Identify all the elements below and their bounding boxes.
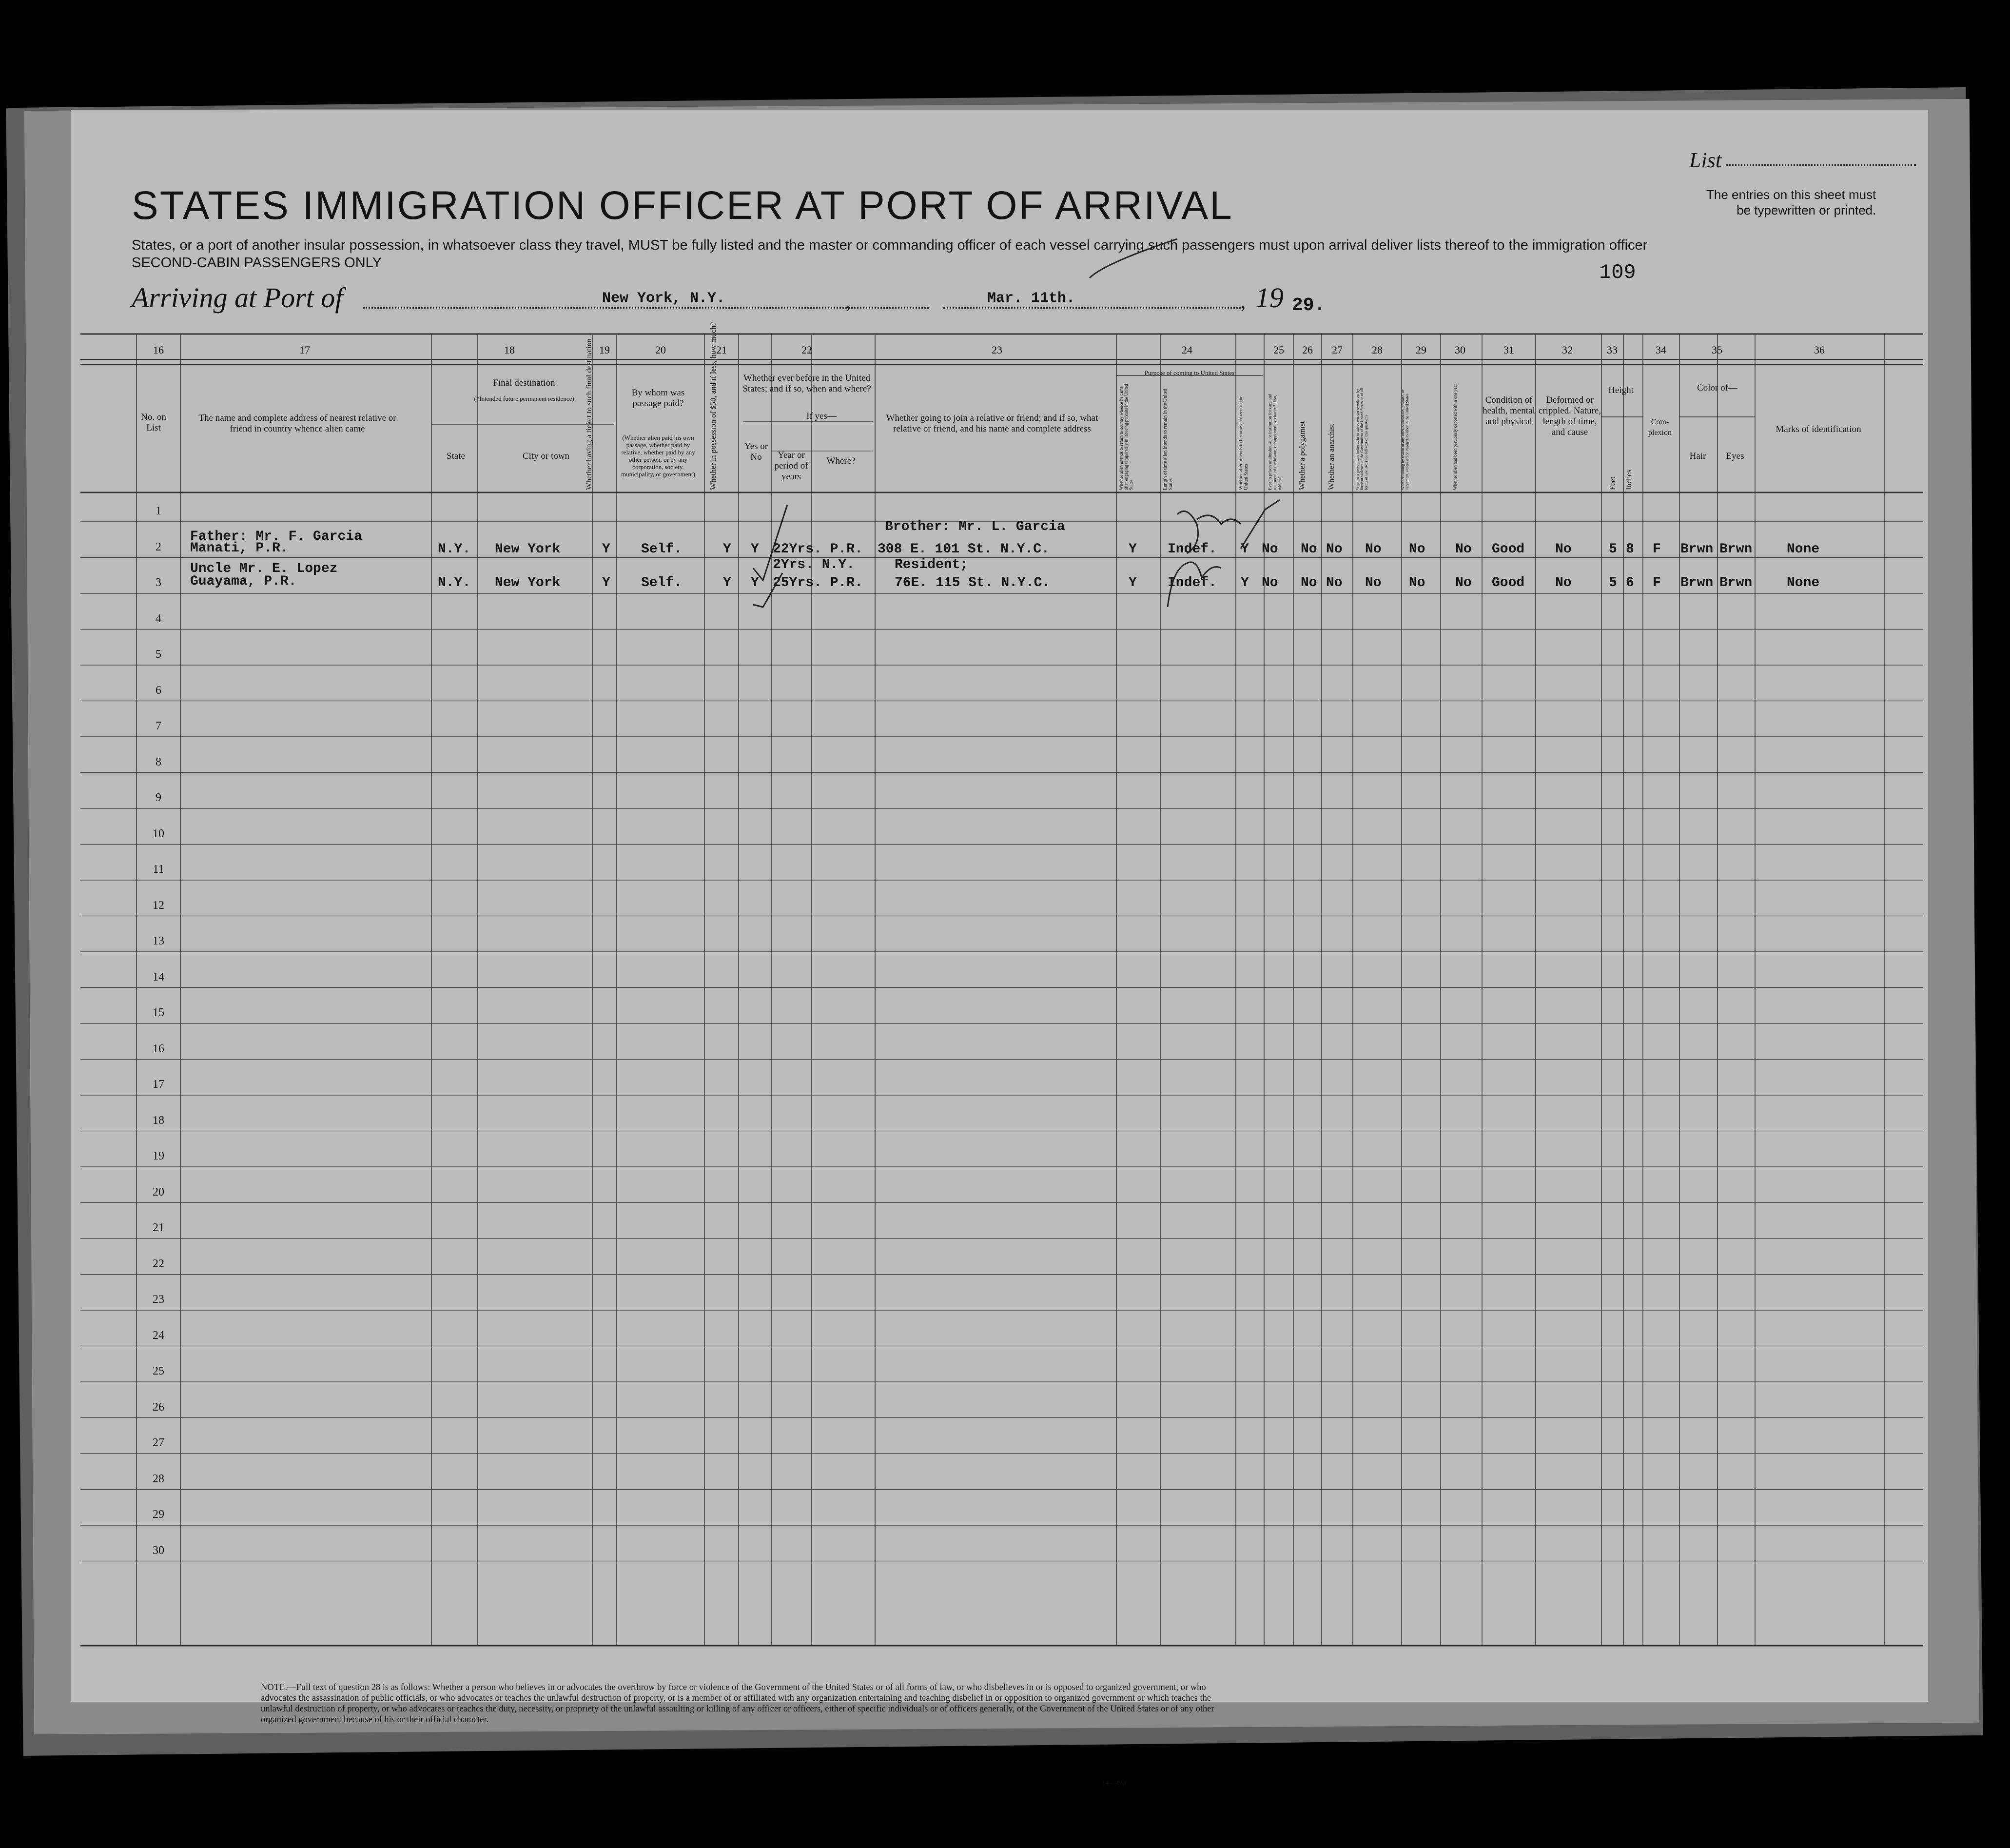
col19-header: Whether having a ticket to such final destination	[585, 338, 593, 490]
col22-yesno: Yes or No	[744, 441, 768, 462]
join-line2: 76E. 115 St. N.Y.C.	[895, 575, 1051, 590]
q28: No	[1365, 575, 1382, 590]
feet: 5	[1609, 575, 1617, 590]
row-number: 13	[153, 935, 164, 947]
col31-header: Condition of health, mental and physical	[1483, 395, 1535, 427]
row-number: 9	[156, 791, 161, 804]
column-number: 29	[1416, 344, 1426, 356]
year-prefix: 19	[1255, 282, 1284, 314]
length-stay: Indef.	[1168, 575, 1217, 590]
deformed: No	[1555, 575, 1572, 590]
hair: Brwn	[1680, 542, 1714, 557]
health: Good	[1492, 542, 1525, 557]
feet: 5	[1609, 542, 1617, 557]
page-number: 109	[1599, 261, 1636, 284]
row-number: 19	[153, 1150, 164, 1162]
hair: Brwn	[1680, 575, 1714, 590]
col18-city: City or town	[522, 451, 570, 461]
money: Y	[723, 575, 731, 590]
column-number: 17	[299, 344, 310, 356]
col22-ifyes: If yes—	[806, 411, 837, 421]
row-number: 26	[153, 1400, 164, 1414]
col30-header: Whether alien had been previously deported within one year	[1453, 384, 1458, 490]
col33-feet: Feet	[1609, 476, 1617, 490]
city: New York	[495, 575, 561, 590]
col33-inches: Inches	[1625, 470, 1633, 490]
column-number: 25	[1273, 344, 1284, 356]
pencil-mark	[1085, 234, 1192, 283]
column-number: 16	[153, 344, 164, 356]
check-mark	[748, 495, 797, 612]
column-number: 23	[992, 344, 1002, 356]
col35-hair: Hair	[1689, 451, 1706, 461]
column-number: 36	[1814, 344, 1825, 356]
col22-title: Whether ever before in the United States; and if so, when and where?	[742, 373, 871, 394]
row-number: 10	[153, 827, 164, 840]
column-number: 35	[1712, 344, 1722, 356]
column-number: 26	[1302, 344, 1313, 356]
prison: No	[1262, 542, 1278, 557]
footer-note: NOTE.—Full text of question 28 is as follows: Whether a person who believes in or advocates the overthrow by force or violence of the Government of the United States or of all forms of law, or who disbelieves in or is opposed to organized government, or who advocates the assassination of public officials, or who advocates or teaches the unlawful destruction of property, or is a member of or affiliated with any organization entertaining and teaching disbelief in or opposition to organized government or which teaches the unlawful destruction of property, or who advocates or teaches the duty, necessity, or propriety of the unlawful assaulting or killing of any officer or officers, either of specific individuals or of officers generally, of the Government of the United States or of any other organized government because of his or their official character.	[261, 1683, 1214, 1725]
row-number: 29	[153, 1508, 164, 1521]
col24-length: Length of time alien intends to remain in the United States	[1163, 388, 1173, 490]
col28-header: Whether a person who believes in or advocates the overthrow by force or violence of the Government of the United States or of all forms of law, etc. (See full text of this question)	[1355, 388, 1368, 490]
eyes: Brwn	[1719, 575, 1753, 590]
cabin-class: SECOND-CABIN PASSENGERS ONLY	[132, 255, 382, 271]
row-number: 4	[156, 612, 161, 625]
relative-line1: Uncle Mr. E. Lopez	[190, 561, 338, 576]
col21-header: Whether in possession of $50, and if less, how much?	[709, 322, 718, 490]
ticket: Y	[602, 575, 610, 590]
row-number: 21	[153, 1221, 164, 1234]
column-number: 28	[1372, 344, 1383, 356]
complexion: F	[1653, 542, 1661, 557]
row-number: 5	[156, 648, 161, 661]
been-before: Y	[751, 542, 759, 557]
row-number: 20	[153, 1185, 164, 1199]
entries-note-line1: The entries on this sheet must	[1706, 187, 1876, 202]
deported: No	[1455, 542, 1472, 557]
column-number: 18	[504, 344, 515, 356]
col22-year: Year or period of years	[774, 450, 808, 482]
row-number: 15	[153, 1006, 164, 1019]
col25-header: Ever in prison or almshouse, or institution for care and treatment of the insane, or supported by charity? If so, which?	[1268, 394, 1282, 490]
join-line1: Brother: Mr. L. Garcia	[885, 519, 1065, 534]
col26-header: Whether a polygamist	[1298, 421, 1307, 490]
col16-header: No. on List	[141, 412, 166, 433]
health: Good	[1492, 575, 1525, 590]
col24-citizen: Whether alien intends to become a citizen of the United States	[1238, 395, 1249, 490]
year-value: 29.	[1292, 295, 1326, 316]
polygamist: No	[1301, 575, 1317, 590]
list-label: List	[1689, 148, 1722, 172]
col18-title: Final destination	[493, 378, 555, 388]
col24-title: Purpose of coming to United States	[1144, 369, 1235, 376]
row-number: 27	[153, 1436, 164, 1449]
manifest-sheet	[71, 110, 1928, 1787]
relative-line2: Guayama, P.R.	[190, 574, 297, 589]
col36-header: Marks of identification	[1776, 424, 1861, 434]
column-number: 33	[1607, 344, 1618, 356]
polygamist: No	[1301, 542, 1317, 557]
row-number: 8	[156, 755, 161, 768]
prison: No	[1262, 575, 1278, 590]
q29: No	[1409, 542, 1425, 557]
col20-header: By whom was passage paid?	[631, 388, 685, 409]
row-number: 22	[153, 1257, 164, 1270]
citizen: Y	[1241, 575, 1249, 590]
col18-state: State	[447, 451, 465, 461]
col29-header: Whether coming by reason of any offer, solicitation, promise, or agreement, expressed or implied, to labor in the United States	[1401, 390, 1409, 490]
relative-line1: Father: Mr. F. Garcia	[190, 529, 362, 544]
row-number: 18	[153, 1114, 164, 1127]
entries-note-line2: be typewritten or printed.	[1737, 203, 1876, 217]
row-number: 17	[153, 1078, 164, 1091]
column-number: 24	[1182, 344, 1192, 356]
marks: None	[1787, 575, 1820, 590]
column-number: 34	[1656, 344, 1666, 356]
col17-header: The name and complete address of nearest relative or friend in country whence alien came	[198, 413, 396, 434]
row-number: 1	[156, 505, 161, 517]
money: Y	[723, 542, 731, 557]
comma: ,	[1241, 291, 1246, 313]
col23-header: Whether going to join a relative or friend; and if so, what relative or friend, and his name and complete address	[886, 413, 1098, 434]
row-number: 28	[153, 1472, 164, 1485]
arriving-label: Arriving at Port of	[132, 282, 343, 314]
ticket: Y	[602, 542, 610, 557]
column-number: 22	[801, 344, 812, 356]
form-code: 14—430	[1102, 1780, 1126, 1787]
handwritten-annotation	[1158, 495, 1285, 617]
column-number: 32	[1562, 344, 1573, 356]
row-number: 7	[156, 720, 161, 732]
been-before: Y	[751, 575, 759, 590]
relative-line2: Manati, P.R.	[190, 541, 289, 556]
row-number: 6	[156, 684, 161, 697]
marks: None	[1787, 542, 1820, 557]
col32-header: Deformed or crippled. Nature, length of time, and cause	[1538, 395, 1601, 437]
inches: 6	[1626, 575, 1634, 590]
col34-header: Com-plexion	[1648, 418, 1672, 437]
paid-by: Self.	[641, 542, 683, 557]
return: Y	[1129, 575, 1137, 590]
return: Y	[1129, 542, 1137, 557]
row-number: 14	[153, 970, 164, 983]
years-where-line1: 2Yrs. N.Y.	[773, 557, 855, 572]
comma: ,	[846, 291, 851, 313]
inches: 8	[1626, 542, 1634, 557]
deported: No	[1455, 575, 1472, 590]
row-number: 25	[153, 1365, 164, 1377]
row-number: 24	[153, 1329, 164, 1342]
col24-return: Whether alien intends to return to country whence he came after engaging temporarily in laboring pursuits in the United States	[1119, 384, 1133, 490]
row-number: 2	[156, 540, 161, 553]
state: N.Y.	[438, 575, 471, 590]
row-number: 3	[156, 576, 161, 589]
date-value: Mar. 11th.	[987, 290, 1075, 307]
column-number: 31	[1503, 344, 1514, 356]
years-where: 22Yrs. P.R.	[773, 542, 863, 557]
col18-subtitle: (*Intended future permanent residence)	[474, 395, 574, 402]
join-line1: Resident;	[895, 557, 969, 572]
anarchist: No	[1326, 575, 1343, 590]
column-number: 21	[716, 344, 727, 356]
col20-sub: (Whether alien paid his own passage, whether paid by relative, whether paid by any other person, or by any corporation, society, municipality, or government)	[621, 434, 695, 478]
port-value: New York, N.Y.	[602, 290, 725, 307]
citizen: Y	[1241, 542, 1249, 557]
column-number: 20	[655, 344, 666, 356]
q29: No	[1409, 575, 1425, 590]
q28: No	[1365, 542, 1382, 557]
manifest-grid	[71, 110, 1928, 1702]
deformed: No	[1555, 542, 1572, 557]
paid-by: Self.	[641, 575, 683, 590]
state: N.Y.	[438, 542, 471, 557]
col35-title: Color of—	[1697, 383, 1737, 393]
col22-where: Where?	[826, 456, 856, 466]
column-number: 30	[1455, 344, 1465, 356]
col35-eyes: Eyes	[1726, 451, 1744, 461]
join-line2: 308 E. 101 St. N.Y.C.	[878, 542, 1050, 557]
column-number: 27	[1332, 344, 1343, 356]
row-number: 12	[153, 899, 164, 912]
anarchist: No	[1326, 542, 1343, 557]
form-intro: States, or a port of another insular possession, in whatsoever class they travel, MUST be fully listed and the master or commanding officer of each vessel carrying such passengers must upon arrival deliver lists thereof to the immigration officer	[132, 237, 1648, 253]
row-number: 11	[153, 863, 164, 876]
row-number: 30	[153, 1544, 164, 1557]
eyes: Brwn	[1719, 542, 1753, 557]
city: New York	[495, 542, 561, 557]
years-where: 25Yrs. P.R.	[773, 575, 863, 590]
row-number: 23	[153, 1293, 164, 1306]
complexion: F	[1653, 575, 1661, 590]
column-number: 19	[599, 344, 610, 356]
row-number: 16	[153, 1042, 164, 1055]
col27-header: Whether an anarchist	[1327, 424, 1336, 490]
form-title: STATES IMMIGRATION OFFICER AT PORT OF ARRIVAL	[132, 183, 1233, 228]
length-stay: Indef.	[1168, 542, 1217, 557]
col33-title: Height	[1608, 385, 1634, 395]
